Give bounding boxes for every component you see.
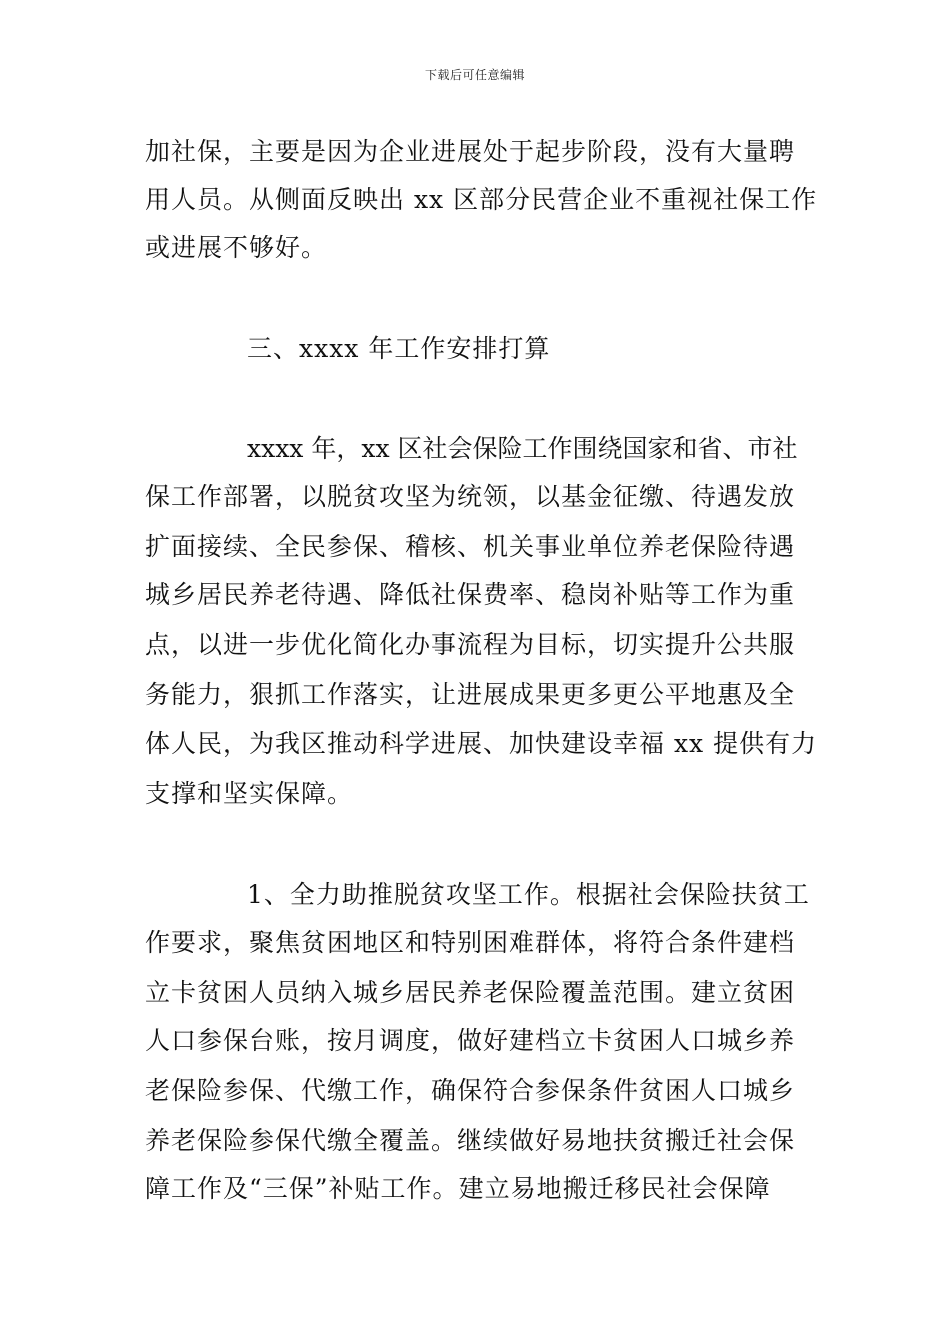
section-heading: 三、xxxx 年工作安排打算: [247, 334, 551, 363]
text-line: 保工作部署，以脱贫攻坚为统领，以基金征缴、待遇发放: [145, 482, 796, 511]
text-line: 立卡贫困人员纳入城乡居民养老保险覆盖范围。建立贫困: [145, 978, 796, 1007]
text-line: 加社保，主要是因为企业进展处于起步阶段，没有大量聘: [145, 137, 796, 166]
text-line: 体人民，为我区推动科学进展、加快建设幸福 xx 提供有力: [145, 729, 818, 758]
text-line: 作要求，聚焦贫困地区和特别困难群体，将符合条件建档: [145, 928, 796, 957]
text-line: 或进展不够好。: [145, 233, 328, 262]
text-line: 城乡居民养老待遇、降低社保费率、稳岗补贴等工作为重: [145, 580, 796, 609]
text-line: 扩面接续、全民参保、稽核、机关事业单位养老保险待遇: [145, 532, 796, 561]
text-line: 人口参保台账，按月调度，做好建档立卡贫困人口城乡养: [145, 1026, 796, 1055]
text-line: 支撑和坚实保障。: [145, 779, 354, 808]
text-line: 务能力，狠抓工作落实，让进展成果更多更公平地惠及全: [145, 680, 796, 709]
text-line: 养老保险参保代缴全覆盖。继续做好易地扶贫搬迁社会保: [145, 1126, 796, 1155]
text-line: 用人员。从侧面反映出 xx 区部分民营企业不重视社保工作: [145, 185, 818, 214]
text-line: xxxx 年，xx 区社会保险工作围绕国家和省、市社: [247, 434, 798, 463]
text-line: 1、全力助推脱贫攻坚工作。根据社会保险扶贫工: [247, 880, 810, 909]
text-line: 障工作及“三保”补贴工作。建立易地搬迁移民社会保障: [145, 1174, 771, 1203]
text-line: 点，以进一步优化简化办事流程为目标，切实提升公共服: [145, 630, 796, 659]
page-header-note: 下载后可任意编辑: [424, 68, 525, 82]
text-line: 老保险参保、代缴工作，确保符合参保条件贫困人口城乡: [145, 1076, 796, 1105]
